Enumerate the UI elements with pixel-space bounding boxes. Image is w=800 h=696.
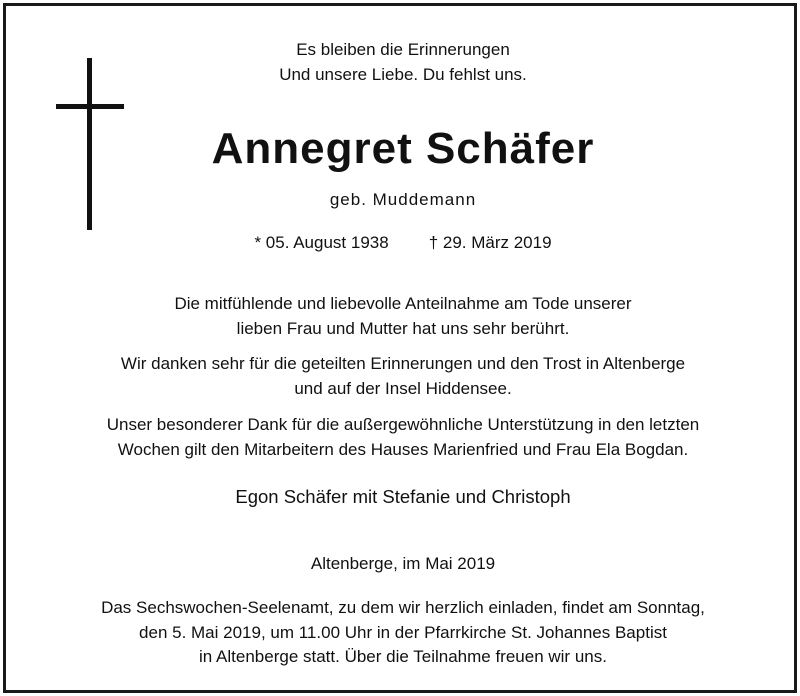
- invitation-line-2: den 5. Mai 2019, um 11.00 Uhr in der Pfarrkirche St. Johannes Baptist: [139, 623, 667, 642]
- motto-line-2: Und unsere Liebe. Du fehlst uns.: [279, 65, 527, 84]
- obituary-notice: [3, 3, 797, 693]
- paragraph-3-line-2: Wochen gilt den Mitarbeitern des Hauses Marienfried und Frau Ela Bogdan.: [117, 440, 689, 459]
- invitation-line-3: in Altenberge statt. Über die Teilnahme freuen wir uns.: [199, 647, 607, 666]
- death-date: † 29. März 2019: [428, 233, 552, 252]
- birth-name: geb. Muddemann: [329, 190, 477, 209]
- motto-line-1: Es bleiben die Erinnerungen: [296, 40, 510, 59]
- paragraph-2-line-1: Wir danken sehr für die geteilten Erinnerungen und den Trost in Altenberge: [120, 354, 686, 373]
- paragraph-1-line-1: Die mitfühlende und liebevolle Anteilnahme am Tode unserer: [174, 294, 632, 313]
- place-date: Altenberge, im Mai 2019: [310, 554, 496, 573]
- deceased-name: Annegret Schäfer: [211, 124, 595, 173]
- life-dates: [6, 232, 800, 254]
- cross-horizontal-bar: [56, 104, 124, 109]
- paragraph-2-line-2: und auf der Insel Hiddensee.: [294, 379, 512, 398]
- family-signature: Egon Schäfer mit Stefanie und Christoph: [235, 486, 571, 507]
- invitation-line-1: Das Sechswochen-Seelenamt, zu dem wir herzlich einladen, findet am Sonntag,: [101, 598, 705, 617]
- paragraph-3-line-1: Unser besonderer Dank für die außergewöhnliche Unterstützung in den letzten: [106, 415, 700, 434]
- birth-date: * 05. August 1938: [254, 233, 389, 252]
- paragraph-1-line-2: lieben Frau und Mutter hat uns sehr berührt.: [236, 319, 570, 338]
